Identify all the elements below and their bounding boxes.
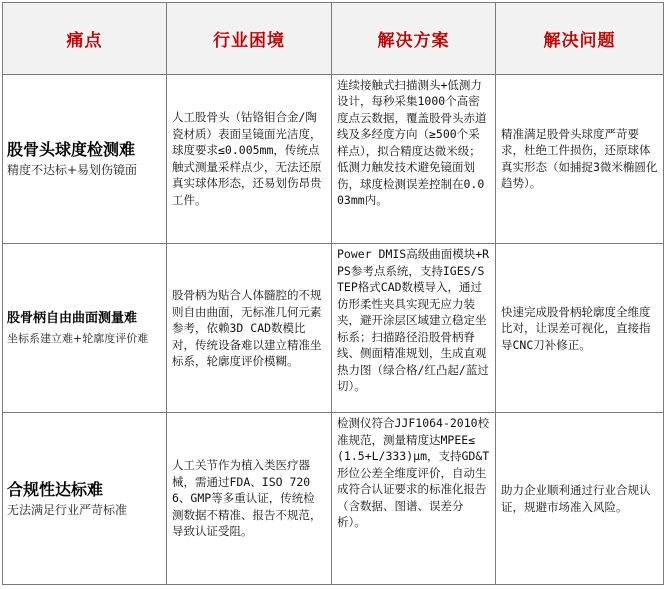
dilemma-cell: 人工股骨头（钴铬钼合金/陶瓷材质）表面呈镜面光洁度，球度要求≤0.005mm，传统点触式测量采样点少，无法还原真实球体形态，还易划伤昂贵工件。 — [167, 74, 332, 243]
header-problem-solved: 解决问题 — [496, 3, 664, 75]
result-cell: 助力企业顺利通过行业合规认证，规避市场准入风险。 — [496, 413, 664, 585]
pain-title: 合规性达标难 — [7, 479, 104, 499]
pain-title: 股骨头球度检测难 — [7, 139, 136, 159]
solution-cell: Power DMIS高级曲面模块+RPS参考点系统，支持IGES/STEP格式CAD数模导入，通过仿形柔性夹具实现无应力装夹，避开涂层区域建立稳定坐标系；扫描路径沿股骨柄脊线、侧面精准规划，生成直观热力图（绿合格/红凸起/蓝过切）。 — [332, 244, 496, 413]
header-industry-dilemma: 行业困境 — [167, 3, 332, 75]
header-solution: 解决方案 — [332, 3, 496, 75]
table-header-row — [3, 3, 664, 75]
pain-point-table — [2, 2, 664, 585]
solution-cell: 连续接触式扫描测头+低测力设计，每秒采集1000个高密度点云数据，覆盖股骨头赤道线及多经度方向（≥500个采样点），拟合精度达微米级；低测力触发技术避免镜面划伤，球度检测误差控制在0.003mm内。 — [332, 74, 496, 243]
result-cell: 快速完成股骨柄轮廓度全维度比对，让误差可视化，直接指导CNC刀补修正。 — [496, 244, 664, 413]
pain-subtitle: 精度不达标+易划伤镜面 — [7, 162, 138, 177]
pain-subtitle: 无法满足行业严苛标准 — [7, 502, 128, 517]
table-row — [3, 244, 664, 413]
header-pain-point: 痛点 — [3, 3, 167, 75]
table-row — [3, 74, 664, 243]
dilemma-cell: 股骨柄为贴合人体髓腔的不规则自由曲面，无标准几何元素参考，依赖3D CAD数模比对，传统设备难以建立精准坐标系，轮廓度评价模糊。 — [167, 244, 332, 413]
pain-cell — [3, 413, 167, 585]
result-cell: 精准满足股骨头球度严苛要求，杜绝工件损伤，还原球体真实形态（如捕捉3微米椭圆化趋势）。 — [496, 74, 664, 243]
pain-cell — [3, 244, 167, 413]
pain-subtitle: 坐标系建立难+轮廓度评价难 — [7, 332, 149, 346]
dilemma-cell: 人工关节作为植入类医疗器械，需通过FDA、ISO 7206、GMP等多重认证，传统检测数据不精准、报告不规范，导致认证受阻。 — [167, 413, 332, 585]
pain-cell — [3, 74, 167, 243]
pain-title: 股骨柄自由曲面测量难 — [7, 311, 138, 327]
table-row — [3, 413, 664, 585]
solution-cell: 检测仪符合JJF1064-2010校准规范，测量精度达MPEE≤(1.5+L/333)μm，支持GD&T形位公差全维度评价，自动生成符合认证要求的标准化报告（含数据、图谱、误差分析）。 — [332, 413, 496, 585]
